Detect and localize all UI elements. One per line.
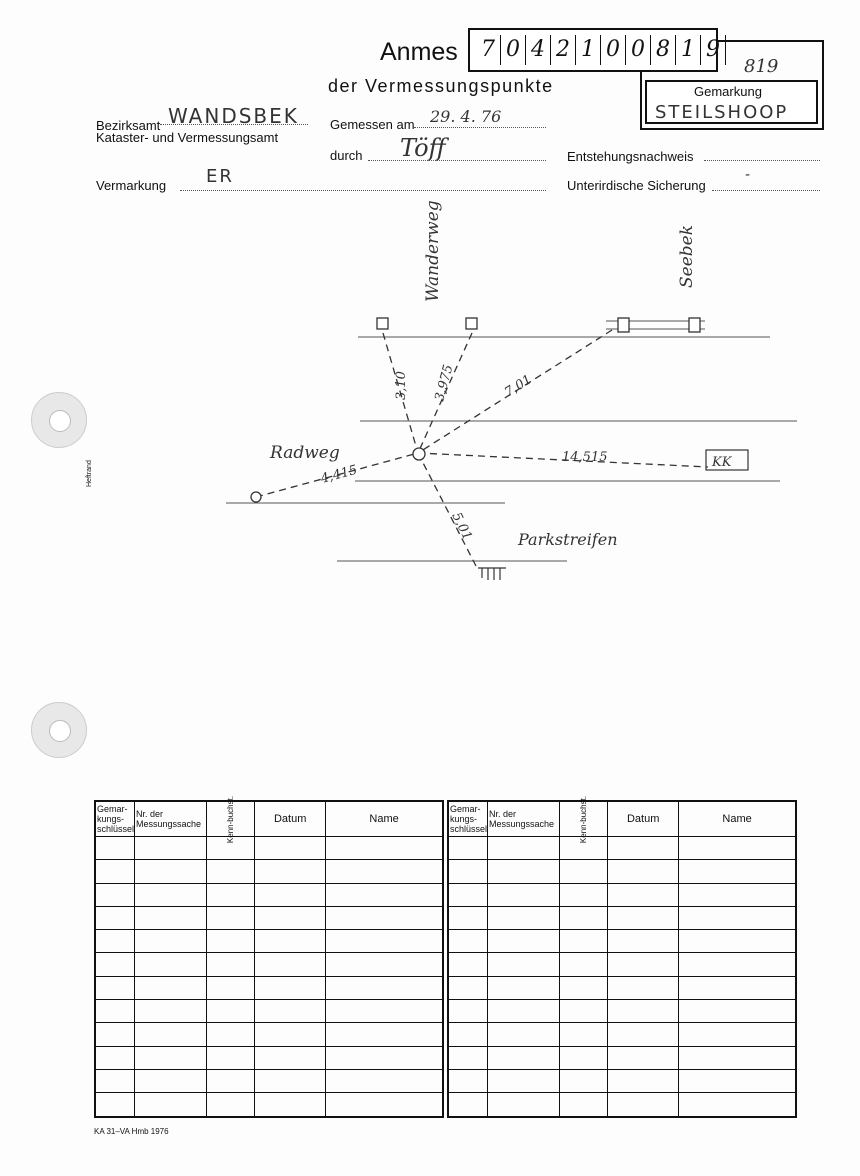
table-cell — [326, 860, 443, 883]
punch-hole — [31, 392, 87, 448]
table-cell — [207, 953, 255, 976]
table-cell — [488, 860, 560, 883]
col-nr-messungssache: Nr. der Messungssache — [488, 801, 560, 837]
table-cell — [608, 860, 679, 883]
table-cell — [560, 1023, 608, 1046]
table-cell — [255, 1000, 326, 1023]
table-cell — [560, 860, 608, 883]
table-cell — [608, 953, 679, 976]
col-name: Name — [326, 801, 443, 837]
punch-hole — [31, 702, 87, 758]
table-row — [95, 883, 443, 906]
table-row — [448, 930, 796, 953]
table-cell — [135, 837, 207, 860]
table-cell — [560, 953, 608, 976]
table-cell — [448, 953, 488, 976]
table-cell — [560, 1093, 608, 1117]
table-cell — [488, 1046, 560, 1069]
table-cell — [608, 1069, 679, 1092]
table-row — [95, 1093, 443, 1117]
point-number-digit: 1 — [676, 35, 701, 65]
table-cell — [608, 1046, 679, 1069]
table-cell — [255, 976, 326, 999]
table-cell — [608, 906, 679, 929]
measure-line — [418, 453, 476, 566]
col-name: Name — [679, 801, 796, 837]
point-number-digit: 7 — [476, 35, 501, 65]
table-cell — [135, 906, 207, 929]
radweg-point — [251, 492, 261, 502]
table-cell — [326, 1023, 443, 1046]
table-cell — [95, 930, 135, 953]
table-row — [95, 976, 443, 999]
table-cell — [448, 1069, 488, 1092]
table-cell — [560, 976, 608, 999]
table-cell — [488, 953, 560, 976]
table-cell — [448, 976, 488, 999]
street-label-seebek: Seebek — [677, 224, 697, 288]
table-cell — [95, 906, 135, 929]
point-number-digit: 0 — [626, 35, 651, 65]
table-row — [95, 860, 443, 883]
table-cell — [95, 1023, 135, 1046]
table-cell — [608, 883, 679, 906]
table-cell — [679, 906, 796, 929]
col-gemarkungsschluessel: Gemar-kungs-schlüssel — [448, 801, 488, 837]
table-row — [448, 976, 796, 999]
table-cell — [135, 1023, 207, 1046]
table-cell — [207, 930, 255, 953]
boundary-marker — [618, 318, 629, 332]
table-cell — [255, 930, 326, 953]
table-cell — [326, 953, 443, 976]
durch-value: Töff — [400, 134, 446, 162]
table-cell — [608, 1093, 679, 1117]
table-cell — [679, 930, 796, 953]
table-cell — [488, 883, 560, 906]
durch-label: durch — [330, 148, 363, 163]
street-label-parkstreifen: Parkstreifen — [518, 530, 618, 549]
table-cell — [608, 976, 679, 999]
table-cell — [207, 1023, 255, 1046]
col-kennbuchstabe: Kenn-buchst. — [207, 801, 255, 837]
table-row — [95, 837, 443, 860]
table-cell — [560, 1069, 608, 1092]
table-cell — [326, 1000, 443, 1023]
kataster-label: Kataster- und Vermessungsamt — [96, 130, 279, 145]
table-row — [448, 906, 796, 929]
table-cell — [135, 1093, 207, 1117]
marker-kk-label: KK — [712, 455, 732, 470]
table-cell — [95, 860, 135, 883]
table-cell — [560, 1046, 608, 1069]
table-cell — [448, 906, 488, 929]
bezirksamt-value: WANDSBEK — [168, 104, 299, 128]
table-cell — [488, 976, 560, 999]
form-title: Anmes — [380, 38, 458, 66]
table-row — [448, 883, 796, 906]
table-cell — [135, 930, 207, 953]
table-row — [95, 906, 443, 929]
vermarkung-label: Vermarkung — [96, 178, 167, 193]
table-cell — [135, 1046, 207, 1069]
table-row — [95, 1046, 443, 1069]
table-cell — [255, 1046, 326, 1069]
table-cell — [448, 1046, 488, 1069]
distance-label: 14,515 — [562, 450, 608, 465]
table-cell — [326, 1093, 443, 1117]
table-cell — [255, 1069, 326, 1092]
point-suffix: 819 — [744, 56, 779, 77]
table-cell — [326, 930, 443, 953]
distance-label: 7,01 — [502, 372, 535, 401]
table-cell — [679, 1023, 796, 1046]
register-table-left — [94, 795, 444, 1118]
table-row — [95, 953, 443, 976]
table-cell — [488, 1093, 560, 1117]
distance-label: 3,10 — [394, 371, 409, 400]
table-cell — [679, 1093, 796, 1117]
table-cell — [326, 906, 443, 929]
table-row — [448, 1023, 796, 1046]
col-datum: Datum — [255, 801, 326, 837]
point-number-digit: 8 — [651, 35, 676, 65]
register-table-right — [447, 795, 797, 1118]
table-cell — [488, 906, 560, 929]
point-number-digit: 0 — [501, 35, 526, 65]
sicherung-value: - — [745, 167, 751, 183]
table-cell — [207, 1093, 255, 1117]
table-row — [95, 930, 443, 953]
table-row — [95, 1069, 443, 1092]
table-cell — [207, 906, 255, 929]
table-cell — [255, 1093, 326, 1117]
table-cell — [488, 930, 560, 953]
street-label-wanderweg: Wanderweg — [423, 200, 443, 302]
table-cell — [255, 860, 326, 883]
table-cell — [679, 1069, 796, 1092]
table-cell — [95, 1069, 135, 1092]
table-cell — [207, 1069, 255, 1092]
table-cell — [488, 837, 560, 860]
survey-point — [413, 448, 425, 460]
table-row — [448, 1069, 796, 1092]
table-cell — [608, 1023, 679, 1046]
table-cell — [488, 1000, 560, 1023]
form-subtitle: der Vermessungspunkte — [328, 76, 554, 96]
table-cell — [326, 976, 443, 999]
table-cell — [95, 1000, 135, 1023]
col-nr-messungssache: Nr. der Messungssache — [135, 801, 207, 837]
table-cell — [95, 953, 135, 976]
table-cell — [679, 837, 796, 860]
point-number-digit: 4 — [526, 35, 551, 65]
table-cell — [135, 883, 207, 906]
table-cell — [135, 976, 207, 999]
table-cell — [95, 976, 135, 999]
table-cell — [679, 976, 796, 999]
table-cell — [608, 1000, 679, 1023]
table-row — [448, 1093, 796, 1117]
table-row — [95, 1023, 443, 1046]
street-label-radweg: Radweg — [270, 443, 340, 463]
boundary-marker — [377, 318, 388, 329]
table-row — [448, 1000, 796, 1023]
gemarkung-label: Gemarkung — [694, 84, 762, 99]
boundary-marker — [466, 318, 477, 329]
table-cell — [326, 1069, 443, 1092]
table-cell — [207, 976, 255, 999]
bezirksamt-label: Bezirksamt — [96, 118, 161, 133]
table-cell — [326, 1046, 443, 1069]
table-cell — [608, 930, 679, 953]
entstehung-label: Entstehungsnachweis — [567, 149, 694, 164]
table-cell — [560, 930, 608, 953]
table-cell — [135, 1000, 207, 1023]
col-datum: Datum — [608, 801, 679, 837]
table-cell — [560, 1000, 608, 1023]
table-cell — [255, 837, 326, 860]
table-cell — [448, 1023, 488, 1046]
table-row — [448, 1046, 796, 1069]
table-cell — [207, 883, 255, 906]
table-cell — [207, 1000, 255, 1023]
vermarkung-value: ER — [206, 166, 234, 187]
gemarkung-value: STEILSHOOP — [655, 102, 789, 123]
col-gemarkungsschluessel: Gemar-kungs-schlüssel — [95, 801, 135, 837]
distance-label: 5,01 — [448, 510, 475, 543]
sicherung-label: Unterirdische Sicherung — [567, 178, 706, 193]
table-cell — [679, 883, 796, 906]
table-cell — [448, 930, 488, 953]
table-cell — [488, 1023, 560, 1046]
table-cell — [255, 1023, 326, 1046]
table-cell — [207, 1046, 255, 1069]
table-row — [448, 953, 796, 976]
table-cell — [608, 837, 679, 860]
heftrand-label: Heftrand — [86, 460, 93, 487]
table-cell — [679, 860, 796, 883]
distance-label: 4,415 — [319, 462, 359, 487]
col-kennbuchstabe: Kenn-buchst. — [560, 801, 608, 837]
boundary-marker — [689, 318, 700, 332]
distance-label: 3,975 — [432, 363, 457, 404]
table-cell — [679, 953, 796, 976]
point-number-digit: 1 — [576, 35, 601, 65]
table-cell — [135, 953, 207, 976]
table-row — [448, 860, 796, 883]
point-number-digit: 2 — [551, 35, 576, 65]
table-cell — [326, 883, 443, 906]
point-number-digit: 0 — [601, 35, 626, 65]
table-row — [448, 837, 796, 860]
table-cell — [95, 883, 135, 906]
table-cell — [560, 906, 608, 929]
gemessen-value: 29. 4. 76 — [430, 107, 502, 126]
table-cell — [448, 1093, 488, 1117]
table-cell — [488, 1069, 560, 1092]
table-cell — [95, 1093, 135, 1117]
table-cell — [207, 860, 255, 883]
table-cell — [135, 1069, 207, 1092]
gemessen-label: Gemessen am — [330, 117, 415, 132]
table-cell — [255, 953, 326, 976]
table-cell — [448, 860, 488, 883]
point-number-digit: 9 — [701, 35, 726, 65]
form-code: KA 31–VA Hmb 1976 — [94, 1127, 169, 1136]
table-cell — [326, 837, 443, 860]
table-cell — [448, 883, 488, 906]
table-cell — [255, 906, 326, 929]
table-row — [95, 1000, 443, 1023]
table-cell — [448, 837, 488, 860]
table-cell — [255, 883, 326, 906]
table-cell — [135, 860, 207, 883]
table-cell — [679, 1046, 796, 1069]
table-cell — [95, 837, 135, 860]
table-cell — [95, 1046, 135, 1069]
table-cell — [560, 883, 608, 906]
table-cell — [448, 1000, 488, 1023]
table-cell — [679, 1000, 796, 1023]
